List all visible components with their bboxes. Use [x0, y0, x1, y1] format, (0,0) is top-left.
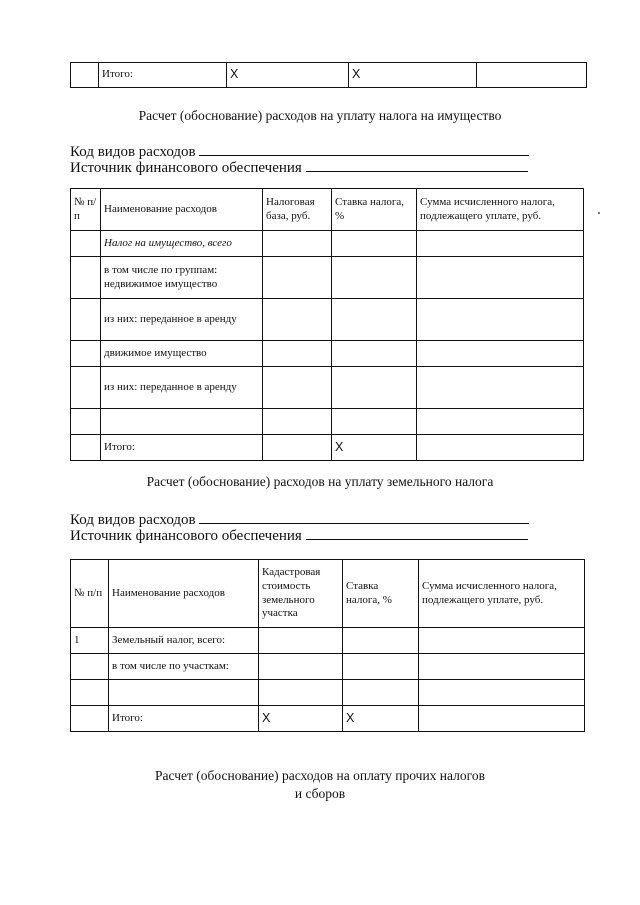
cell — [71, 63, 99, 88]
table-row — [71, 628, 585, 654]
header-base: Налоговая база, руб. — [263, 189, 332, 231]
header-name: Наименование расходов — [101, 189, 263, 231]
row-label: из них: переданное в аренду — [101, 299, 263, 341]
total-label: Итого: — [101, 435, 263, 461]
source-input-line[interactable] — [306, 158, 528, 172]
header-sum: Сумма исчисленного налога, подлежащего уплате, руб. — [419, 560, 585, 628]
header-name: Наименование расходов — [109, 560, 259, 628]
code-label: Код видов расходов — [70, 512, 196, 528]
code-input-line[interactable] — [199, 142, 529, 156]
other-taxes-heading-line1: Расчет (обоснование) расходов на оплату прочих налогов — [155, 768, 485, 783]
scan-speck — [598, 212, 600, 214]
header-num: № п/п — [71, 189, 101, 231]
header-rate: Ставка налога, % — [332, 189, 417, 231]
source-label: Источник финансового обеспечения — [70, 528, 302, 544]
source-label: Источник финансового обеспечения — [70, 160, 302, 176]
land-source-line — [70, 526, 528, 544]
table-row — [71, 299, 584, 341]
other-taxes-heading-line2: и сборов — [294, 786, 346, 801]
x-mark: X — [343, 706, 419, 732]
row-label: в том числе по группам: недвижимое имущество — [101, 257, 263, 299]
cell — [477, 63, 587, 88]
row-label: движимое имущество — [101, 341, 263, 367]
x-mark: X — [332, 435, 417, 461]
header-rate: Ставка налога, % — [343, 560, 419, 628]
property-tax-heading: Расчет (обоснование) расходов на уплату налога на имущество — [138, 108, 502, 123]
table-row — [71, 680, 585, 706]
table-row — [71, 257, 584, 299]
total-row — [71, 706, 585, 732]
top-total-table — [70, 62, 587, 88]
row-label: в том числе по участкам: — [109, 654, 259, 680]
table-row — [71, 409, 584, 435]
total-row — [71, 435, 584, 461]
table-row — [71, 341, 584, 367]
x-mark: X — [227, 63, 349, 88]
header-num: № п/п — [71, 560, 109, 628]
row-num: 1 — [71, 628, 109, 654]
source-input-line[interactable] — [306, 526, 528, 540]
row-label: Налог на имущество, всего — [101, 231, 263, 257]
total-label: Итого: — [109, 706, 259, 732]
x-mark: X — [259, 706, 343, 732]
total-label: Итого: — [99, 63, 227, 88]
land-tax-heading: Расчет (обоснование) расходов на уплату земельного налога — [146, 474, 494, 489]
property-tax-table — [70, 188, 584, 461]
row-label: Земельный налог, всего: — [109, 628, 259, 654]
code-input-line[interactable] — [199, 510, 529, 524]
header-sum: Сумма исчисленного налога, подлежащего уплате, руб. — [417, 189, 584, 231]
x-mark: X — [349, 63, 477, 88]
header-cadastral: Кадастровая стоимость земельного участка — [259, 560, 343, 628]
table-row — [71, 231, 584, 257]
table-row — [71, 654, 585, 680]
land-tax-table — [70, 559, 585, 732]
property-source-line — [70, 158, 528, 176]
code-label: Код видов расходов — [70, 144, 196, 160]
table-row — [71, 367, 584, 409]
row-label: из них: переданное в аренду — [101, 367, 263, 409]
